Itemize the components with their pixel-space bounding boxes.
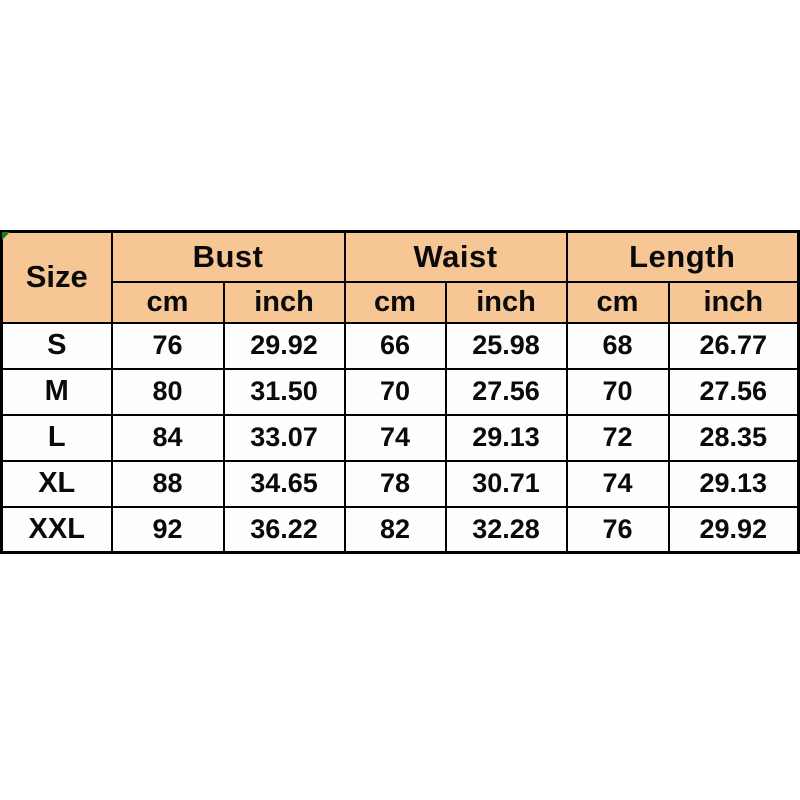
group-header-length: Length (567, 232, 799, 282)
subheader-waist-inch: inch (446, 282, 567, 323)
cell-waist-inch: 30.71 (446, 461, 567, 507)
cell-length-cm: 74 (567, 461, 669, 507)
cell-waist-cm: 82 (345, 507, 446, 553)
cell-bust-cm: 88 (112, 461, 224, 507)
cell-length-inch: 27.56 (669, 369, 799, 415)
size-chart-table (0, 230, 800, 554)
table-row-xl (2, 461, 799, 507)
group-header-bust: Bust (112, 232, 345, 282)
size-label: S (2, 323, 112, 369)
cell-waist-inch: 29.13 (446, 415, 567, 461)
cell-length-cm: 70 (567, 369, 669, 415)
cell-bust-cm: 92 (112, 507, 224, 553)
table-row-l (2, 415, 799, 461)
table-row-xxl (2, 507, 799, 553)
cell-waist-inch: 25.98 (446, 323, 567, 369)
cell-waist-cm: 70 (345, 369, 446, 415)
subheader-waist-cm: cm (345, 282, 446, 323)
cell-length-inch: 26.77 (669, 323, 799, 369)
group-header-row (2, 232, 799, 282)
size-label: L (2, 415, 112, 461)
cell-length-cm: 68 (567, 323, 669, 369)
size-label: XXL (2, 507, 112, 553)
unit-header-row (2, 282, 799, 323)
cell-length-inch: 28.35 (669, 415, 799, 461)
size-label: M (2, 369, 112, 415)
cell-bust-inch: 36.22 (224, 507, 345, 553)
cell-bust-inch: 29.92 (224, 323, 345, 369)
cell-bust-cm: 80 (112, 369, 224, 415)
subheader-bust-inch: inch (224, 282, 345, 323)
cell-waist-inch: 27.56 (446, 369, 567, 415)
cell-length-inch: 29.92 (669, 507, 799, 553)
cell-bust-inch: 31.50 (224, 369, 345, 415)
size-label: XL (2, 461, 112, 507)
table-row-s (2, 323, 799, 369)
size-column-header: Size (2, 232, 112, 323)
green-corner-marker (2, 232, 10, 240)
cell-waist-cm: 78 (345, 461, 446, 507)
subheader-length-cm: cm (567, 282, 669, 323)
cell-waist-cm: 74 (345, 415, 446, 461)
cell-bust-cm: 84 (112, 415, 224, 461)
cell-bust-inch: 34.65 (224, 461, 345, 507)
cell-bust-inch: 33.07 (224, 415, 345, 461)
subheader-bust-cm: cm (112, 282, 224, 323)
cell-bust-cm: 76 (112, 323, 224, 369)
group-header-waist: Waist (345, 232, 567, 282)
cell-waist-inch: 32.28 (446, 507, 567, 553)
table-row-m (2, 369, 799, 415)
cell-length-cm: 72 (567, 415, 669, 461)
cell-waist-cm: 66 (345, 323, 446, 369)
cell-length-cm: 76 (567, 507, 669, 553)
subheader-length-inch: inch (669, 282, 799, 323)
cell-length-inch: 29.13 (669, 461, 799, 507)
